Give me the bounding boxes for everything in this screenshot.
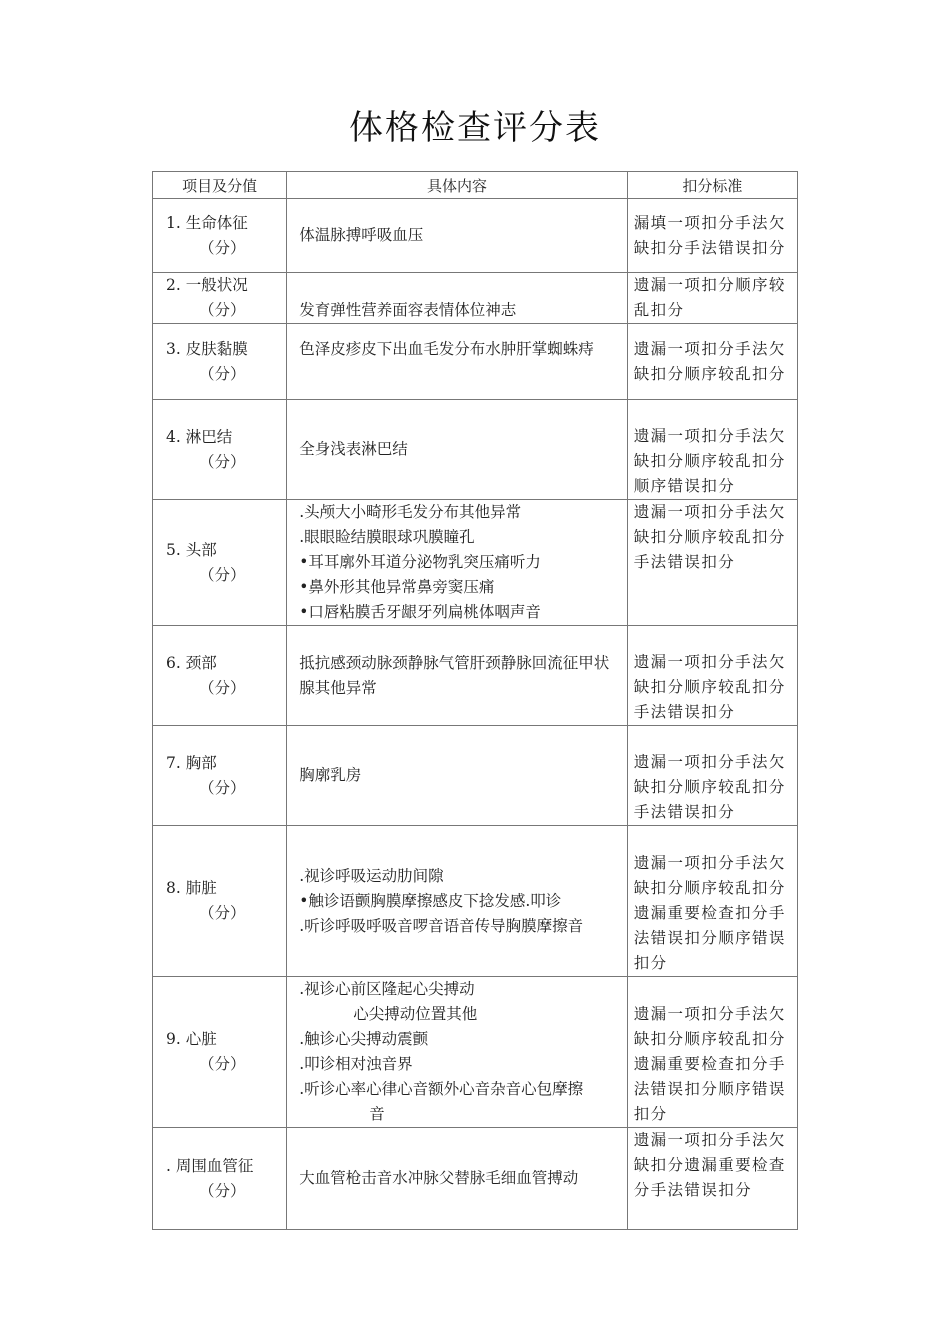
content-line: 大血管枪击音水冲脉父替脉毛细血管搏动 [299, 1169, 579, 1187]
content-cell [287, 273, 628, 324]
content-line: •鼻外形其他异常鼻旁窦压痛 [299, 578, 495, 596]
standard-cell: 遗漏一项扣分手法欠缺扣分顺序较乱扣分手法错误扣分 [627, 500, 797, 626]
content-line: 音 [369, 1105, 385, 1123]
header-content: 具体内容 [287, 172, 628, 199]
item-score: （分） [199, 452, 246, 471]
item-label: . 周围血管征 [166, 1156, 254, 1175]
item-score: （分） [199, 1055, 246, 1073]
item-label: 4. 淋巴结 [166, 427, 233, 446]
content-line: .头颅大小畸形毛发分布其他异常 [299, 503, 522, 521]
content-cell [287, 977, 628, 1128]
content-line: 体温脉搏呼吸血压 [299, 226, 424, 244]
table-row [153, 324, 798, 400]
item-cell [153, 1128, 287, 1230]
content-line: •口唇粘膜舌牙龈牙列扁桃体咽声音 [299, 603, 541, 621]
content-cell [287, 726, 628, 826]
table-row [153, 826, 798, 977]
content-line: .眼眼睑结膜眼球巩膜瞳孔 [299, 528, 475, 546]
content-cell [287, 500, 628, 626]
standard-cell: 遗漏一项扣分手法欠缺扣分顺序较乱扣分遗漏重要检查扣分手法错误扣分顺序错误扣分 [627, 977, 797, 1128]
table-row [153, 977, 798, 1128]
item-label: 1. 生命体征 [166, 213, 248, 232]
item-score: （分） [199, 565, 246, 584]
content-cell [287, 199, 628, 273]
content-line: .听诊心率心律心音额外心音杂音心包摩擦 [299, 1080, 584, 1098]
content-line: 色泽皮疹皮下出血毛发分布水肿肝掌蜘蛛痔 [299, 340, 594, 358]
item-score: （分） [199, 301, 246, 319]
item-cell [153, 500, 287, 626]
content-line: .视诊呼吸运动肋间隙 [299, 866, 444, 885]
item-cell [153, 726, 287, 826]
item-label: 5. 头部 [166, 540, 217, 559]
standard-cell: 遗漏一项扣分手法欠缺扣分顺序较乱扣分 [627, 324, 797, 400]
item-label: 6. 颈部 [166, 653, 217, 672]
item-cell [153, 273, 287, 324]
content-line: •触诊语颤胸膜摩擦感皮下捻发感.叩诊 [299, 891, 562, 910]
standard-cell: 遗漏一项扣分手法欠缺扣分顺序较乱扣分遗漏重要检查扣分手法错误扣分顺序错误扣分 [627, 826, 797, 977]
content-line: 发育弹性营养面容表情体位神志 [299, 301, 517, 319]
item-label: 9. 心脏 [166, 1030, 217, 1048]
table-header-row [153, 172, 798, 199]
item-cell [153, 826, 287, 977]
header-item: 项目及分值 [153, 172, 287, 199]
table-row [153, 500, 798, 626]
standard-cell: 遗漏一项扣分手法欠缺扣分顺序较乱扣分手法错误扣分 [627, 626, 797, 726]
item-score: （分） [199, 238, 246, 257]
content-line: 抵抗感颈动脉颈静脉气管肝颈静脉回流征甲状腺其他异常 [299, 653, 610, 697]
header-standard: 扣分标准 [627, 172, 797, 199]
content-line: 心尖搏动位置其他 [353, 1005, 478, 1023]
item-score: （分） [199, 365, 246, 383]
content-line: 胸廓乳房 [299, 766, 362, 784]
content-cell [287, 626, 628, 726]
content-cell [287, 400, 628, 500]
content-cell [287, 1128, 628, 1230]
content-cell [287, 324, 628, 400]
content-line: •耳耳廓外耳道分泌物乳突压痛听力 [299, 553, 541, 571]
table-row [153, 273, 798, 324]
content-line: .视诊心前区隆起心尖搏动 [299, 980, 475, 998]
content-line: .触诊心尖搏动震颤 [299, 1030, 429, 1048]
standard-cell: 遗漏一项扣分手法欠缺扣分顺序较乱扣分手法错误扣分 [627, 726, 797, 826]
table-row [153, 1128, 798, 1230]
item-score: （分） [199, 1181, 246, 1200]
table-row [153, 726, 798, 826]
table-row [153, 199, 798, 273]
item-label: 7. 胸部 [166, 753, 217, 772]
item-label: 2. 一般状况 [166, 276, 248, 294]
standard-cell: 遗漏一项扣分手法欠缺扣分顺序较乱扣分顺序错误扣分 [627, 400, 797, 500]
standard-cell: 遗漏一项扣分顺序较乱扣分 [627, 273, 797, 324]
score-table [152, 171, 798, 1230]
content-line: .听诊呼吸呼吸音啰音语音传导胸膜摩擦音 [299, 916, 584, 935]
content-line: 全身浅表淋巴结 [299, 440, 408, 458]
standard-cell: 遗漏一项扣分手法欠缺扣分遗漏重要检查分手法错误扣分 [627, 1128, 797, 1230]
table-row [153, 400, 798, 500]
item-label: 3. 皮肤黏膜 [166, 340, 248, 358]
standard-cell: 漏填一项扣分手法欠缺扣分手法错误扣分 [627, 199, 797, 273]
content-cell [287, 826, 628, 977]
table-row [153, 626, 798, 726]
item-cell [153, 977, 287, 1128]
content-line: .叩诊相对浊音界 [299, 1055, 413, 1073]
item-score: （分） [199, 678, 246, 697]
item-cell [153, 324, 287, 400]
item-score: （分） [199, 778, 246, 797]
item-cell [153, 626, 287, 726]
item-cell [153, 199, 287, 273]
item-score: （分） [199, 904, 246, 922]
item-cell [153, 400, 287, 500]
item-label: 8. 肺脏 [166, 879, 217, 897]
page-title: 体格检查评分表 [349, 108, 601, 148]
